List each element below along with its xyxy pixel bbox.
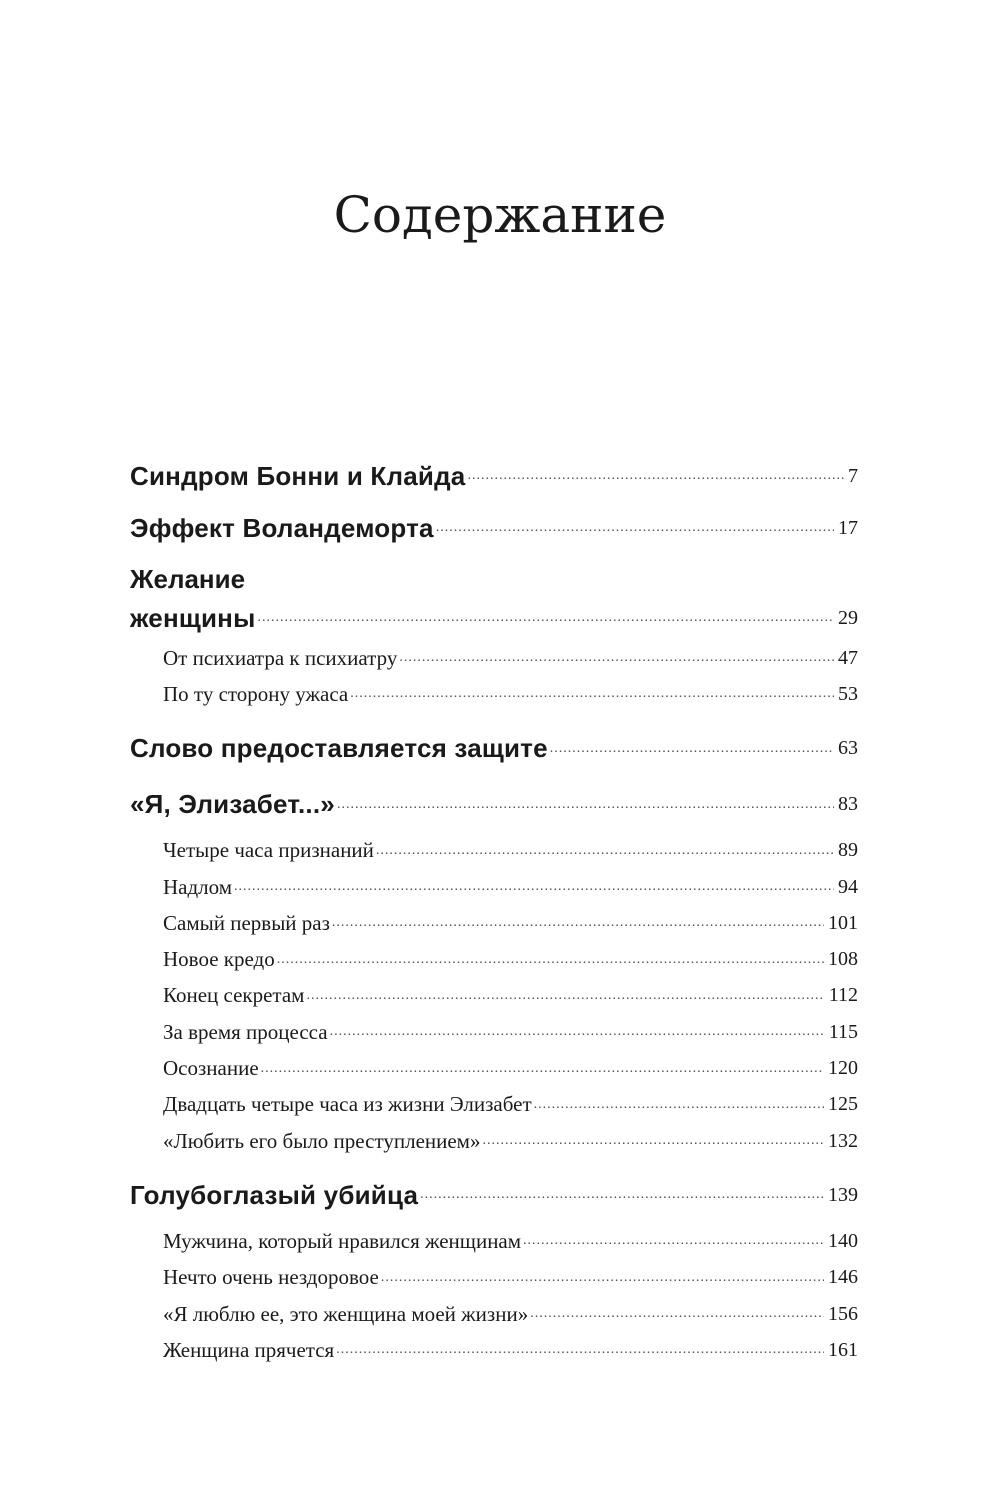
toc-section-item[interactable] (130, 1223, 858, 1259)
toc-chapter-title: Голубоглазый убийца (130, 1179, 419, 1210)
toc-section-title: Осознание (163, 1056, 259, 1081)
toc-section-title: «Я люблю ее, это женщина моей жизни» (163, 1301, 529, 1326)
toc-leader-dots (420, 1187, 824, 1203)
toc-leader-dots (306, 988, 824, 1004)
toc-page-number: 139 (828, 1183, 858, 1206)
toc-leader-dots (399, 650, 834, 666)
toc-chapter-voldemort[interactable] (130, 500, 858, 556)
toc-page-number: 108 (828, 948, 858, 971)
table-of-contents (130, 452, 858, 1368)
toc-section-title: Самый первый раз (163, 910, 330, 935)
toc-page-number: 115 (828, 1020, 858, 1043)
toc-leader-dots (261, 1061, 824, 1077)
toc-page-number: 101 (828, 911, 858, 934)
toc-page-number: 125 (828, 1093, 858, 1116)
toc-section-item[interactable] (130, 1296, 858, 1332)
toc-leader-dots (234, 879, 834, 895)
toc-section-title: Мужчина, который нравился женщинам (163, 1228, 522, 1253)
toc-leader-dots (336, 1342, 824, 1358)
toc-section-title: Конец секретам (163, 983, 305, 1008)
toc-section-title: Новое кредо (163, 947, 275, 972)
toc-page-number: 140 (828, 1229, 858, 1252)
toc-page-number: 161 (828, 1338, 858, 1361)
toc-leader-dots (436, 520, 834, 536)
toc-leader-dots (523, 1233, 824, 1249)
toc-page-number: 29 (838, 606, 858, 629)
toc-section-title: По ту сторону ужаса (163, 681, 349, 706)
toc-section-title: От психиатра к психиатру (163, 645, 398, 670)
toc-page-number: 146 (828, 1266, 858, 1289)
toc-section-title: «Любить его было преступлением» (163, 1128, 481, 1153)
toc-leader-dots (467, 468, 844, 484)
toc-leader-dots (350, 686, 834, 702)
toc-section-title: Надлом (163, 874, 233, 899)
toc-leader-dots (330, 1024, 825, 1040)
toc-section-item[interactable] (130, 640, 858, 676)
toc-chapter-title-line2: женщины (130, 602, 256, 633)
toc-leader-dots (534, 1097, 824, 1113)
toc-chapter-bonnie-clyde[interactable] (130, 452, 858, 500)
toc-section-item[interactable] (130, 941, 858, 977)
toc-section-item[interactable] (130, 905, 858, 941)
toc-page-number: 17 (838, 516, 858, 539)
toc-leader-dots (337, 797, 834, 813)
toc-chapter-desire[interactable] (130, 556, 858, 640)
toc-section-title: Женщина прячется (163, 1337, 335, 1362)
toc-page-number: 94 (838, 875, 858, 898)
toc-chapter-blue-eyed-killer[interactable] (130, 1167, 858, 1223)
toc-section-title: Двадцать четыре часа из жизни Элизабет (163, 1092, 532, 1117)
toc-section-item[interactable] (130, 978, 858, 1014)
toc-chapter-elizabeth[interactable] (130, 777, 858, 833)
toc-leader-dots (381, 1270, 824, 1286)
toc-section-item[interactable] (130, 1260, 858, 1296)
toc-leader-dots (530, 1306, 824, 1322)
toc-leader-dots (257, 610, 834, 626)
toc-section-item[interactable] (130, 1087, 858, 1123)
toc-section-item[interactable] (130, 833, 858, 869)
toc-section-item[interactable] (130, 1123, 858, 1159)
toc-page-number: 132 (828, 1129, 858, 1152)
toc-section-item[interactable] (130, 1050, 858, 1086)
toc-section-item[interactable] (130, 676, 858, 712)
toc-section-title: За время процесса (163, 1019, 328, 1044)
toc-page-number: 47 (838, 646, 858, 669)
toc-chapter-title: Слово предоставляется защите (130, 733, 548, 764)
toc-chapter-title: «Я, Элизабет...» (130, 789, 335, 820)
toc-section-item[interactable] (130, 869, 858, 905)
toc-page-number: 63 (838, 737, 858, 760)
toc-leader-dots (332, 915, 824, 931)
toc-page-number: 112 (828, 984, 858, 1007)
toc-leader-dots (482, 1133, 824, 1149)
toc-leader-dots (550, 741, 834, 757)
toc-leader-dots (376, 843, 834, 859)
toc-chapter-title-line1: Желание (130, 564, 246, 594)
toc-page-number: 89 (838, 839, 858, 862)
toc-page-number: 83 (838, 793, 858, 816)
toc-section-title: Четыре часа признаний (163, 838, 374, 863)
page-title: Содержание (333, 186, 667, 244)
toc-section-item[interactable] (130, 1014, 858, 1050)
toc-leader-dots (277, 952, 824, 968)
toc-page-number: 120 (828, 1057, 858, 1080)
toc-page-number: 156 (828, 1302, 858, 1325)
toc-section-item[interactable] (130, 1332, 858, 1368)
toc-chapter-title: Синдром Бонни и Клайда (130, 460, 466, 491)
toc-page-number: 7 (848, 464, 858, 487)
toc-chapter-defense[interactable] (130, 721, 858, 777)
toc-page-number: 53 (838, 682, 858, 705)
toc-section-title: Нечто очень нездоровое (163, 1265, 379, 1290)
toc-chapter-title: Эффект Воландеморта (130, 512, 434, 543)
